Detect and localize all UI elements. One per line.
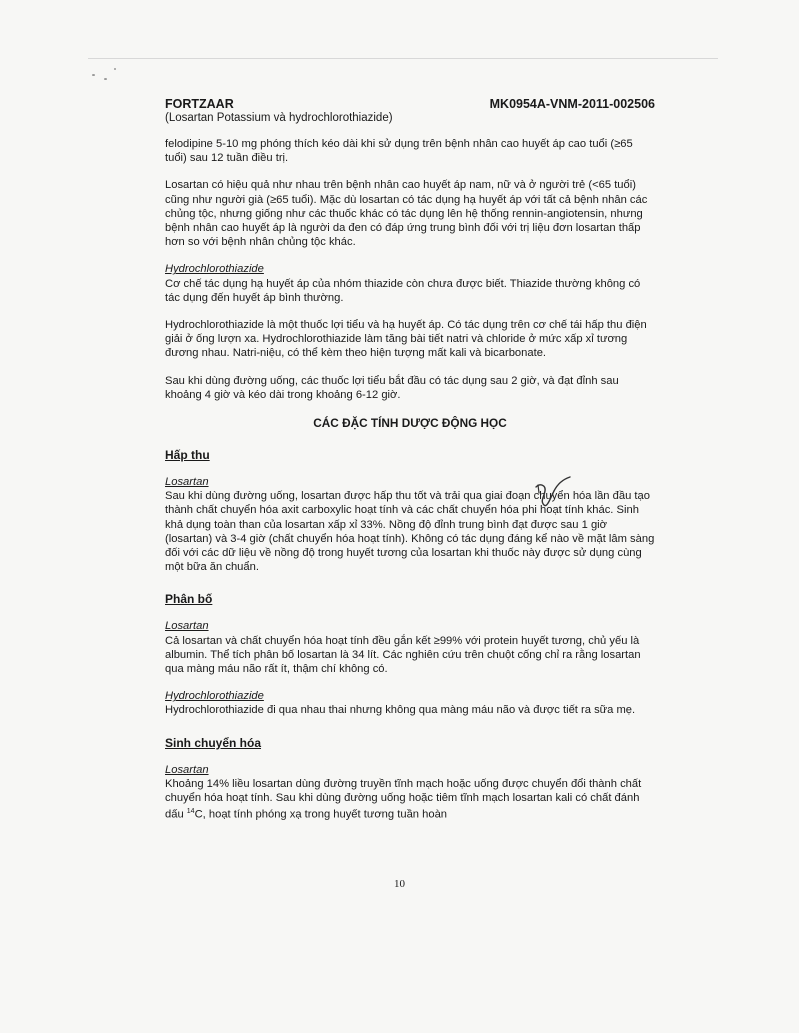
paragraph-text: Khoảng 14% liều losartan dùng đường truyền tĩnh mạch hoặc uống được chuyển đổi thành chất chuyển hóa hoạt tính. Sau khi dùng đường uống hoặc tiêm tĩnh mạch losartan kali có chất đánh dấu xyxy=(165,777,642,822)
paragraph: Losartan có hiệu quả như nhau trên bệnh nhân cao huyết áp nam, nữ và ở người trẻ (<65 tuổi) cũng như người già (≥65 tuổi). Mặc dù losartan có tác dụng hạ huyết áp với tất cả bệnh nhân các chủng tộc, nhưng giống như các thuốc khác có tác dụng lên hệ thống rennin-angiotensin, nhưng bệnh nhân cao huyết áp là người da đen có đáp ứng trung bình đối với trị liệu đơn losartan thấp hơn so với bệnh nhân chủng tộc khác. xyxy=(165,179,648,249)
scan-specks xyxy=(90,64,130,84)
paragraph: Hydrochlorothiazide đi qua nhau thai nhưng không qua màng máu não và được tiết ra sữa mẹ. xyxy=(165,704,636,717)
subheading-losartan: Losartan xyxy=(165,620,209,633)
document-code: MK0954A-VNM-2011-002506 xyxy=(489,97,655,111)
heading-distribution: Phân bố xyxy=(165,592,213,607)
subheading-hydrochlorothiazide: Hydrochlorothiazide xyxy=(165,690,264,703)
page-number: 10 xyxy=(394,878,405,890)
paragraph: Hydrochlorothiazide là một thuốc lợi tiểu và hạ huyết áp. Có tác dụng trên cơ chế tái hấp thu điện giải ở ống lượn xa. Hydrochlorothiazide làm tăng bài tiết natri và chloride ở mức xấp xỉ tương đương nhau. Natri-niệu, có thể kèm theo hiện tượng mất kali và bicarbonate. xyxy=(165,319,647,360)
subheading-losartan: Losartan xyxy=(165,476,209,489)
document-header xyxy=(165,97,655,111)
paragraph-text: C, hoạt tính phóng xạ trong huyết tương tuần hoàn xyxy=(194,809,448,822)
heading-metabolism: Sinh chuyển hóa xyxy=(165,735,262,750)
paragraph: Cơ chế tác dụng hạ huyết áp của nhóm thiazide còn chưa được biết. Thiazide thường không có tác dụng đến huyết áp bình thường. xyxy=(165,277,641,304)
subheading-losartan: Losartan xyxy=(165,763,209,776)
paragraph: Cả losartan và chất chuyển hóa hoạt tính đều gắn kết ≥99% với protein huyết tương, chủ yếu là albumin. Thể tích phân bố losartan là 34 lít. Các nghiên cứu trên chuột cống chỉ ra rằng losartan qua màng máu não rất ít, thậm chí không có. xyxy=(165,634,641,676)
paragraph xyxy=(165,777,655,822)
document-page xyxy=(165,97,655,822)
paragraph: Sau khi dùng đường uống, losartan được hấp thu tốt và trải qua giai đoạn chuyển hóa lần đầu tạo thành chất chuyển hóa axit carboxylic hoạt tính và các chất chuyển hóa phi hoạt tính khác. Sinh khả dụng toàn than của losartan xấp xỉ 33%. Nồng độ đỉnh trung bình đạt được sau 1 giờ (losartan) và 3-4 giờ (chất chuyển hóa hoạt tính). Không có tác dụng đáng kể nào về mặt lâm sàng đối với các dữ liệu về nồng độ trong huyết tương của losartan khi thuốc này được sử dụng cùng một bữa ăn chuẩn. xyxy=(165,490,655,574)
subheading-hydrochlorothiazide: Hydrochlorothiazide xyxy=(165,263,264,276)
handwritten-check-icon xyxy=(530,475,576,515)
paragraph: felodipine 5-10 mg phóng thích kéo dài khi sử dụng trên bệnh nhân cao huyết áp cao tuổi (≥65 tuổi) sau 12 tuần điều trị. xyxy=(165,138,633,165)
brand-name: FORTZAAR xyxy=(165,97,234,111)
heading-absorption: Hấp thu xyxy=(165,448,210,463)
document-subtitle: (Losartan Potassium và hydrochlorothiazide) xyxy=(165,112,393,124)
section-title: CÁC ĐẶC TÍNH DƯỢC ĐỘNG HỌC xyxy=(313,416,507,431)
paragraph: Sau khi dùng đường uống, các thuốc lợi tiểu bắt đầu có tác dụng sau 2 giờ, và đạt đỉnh sau khoảng 4 giờ và kéo dài trong khoảng 6-12 giờ. xyxy=(165,374,619,401)
isotope-superscript: 14 xyxy=(186,808,195,816)
top-rule xyxy=(88,58,718,59)
